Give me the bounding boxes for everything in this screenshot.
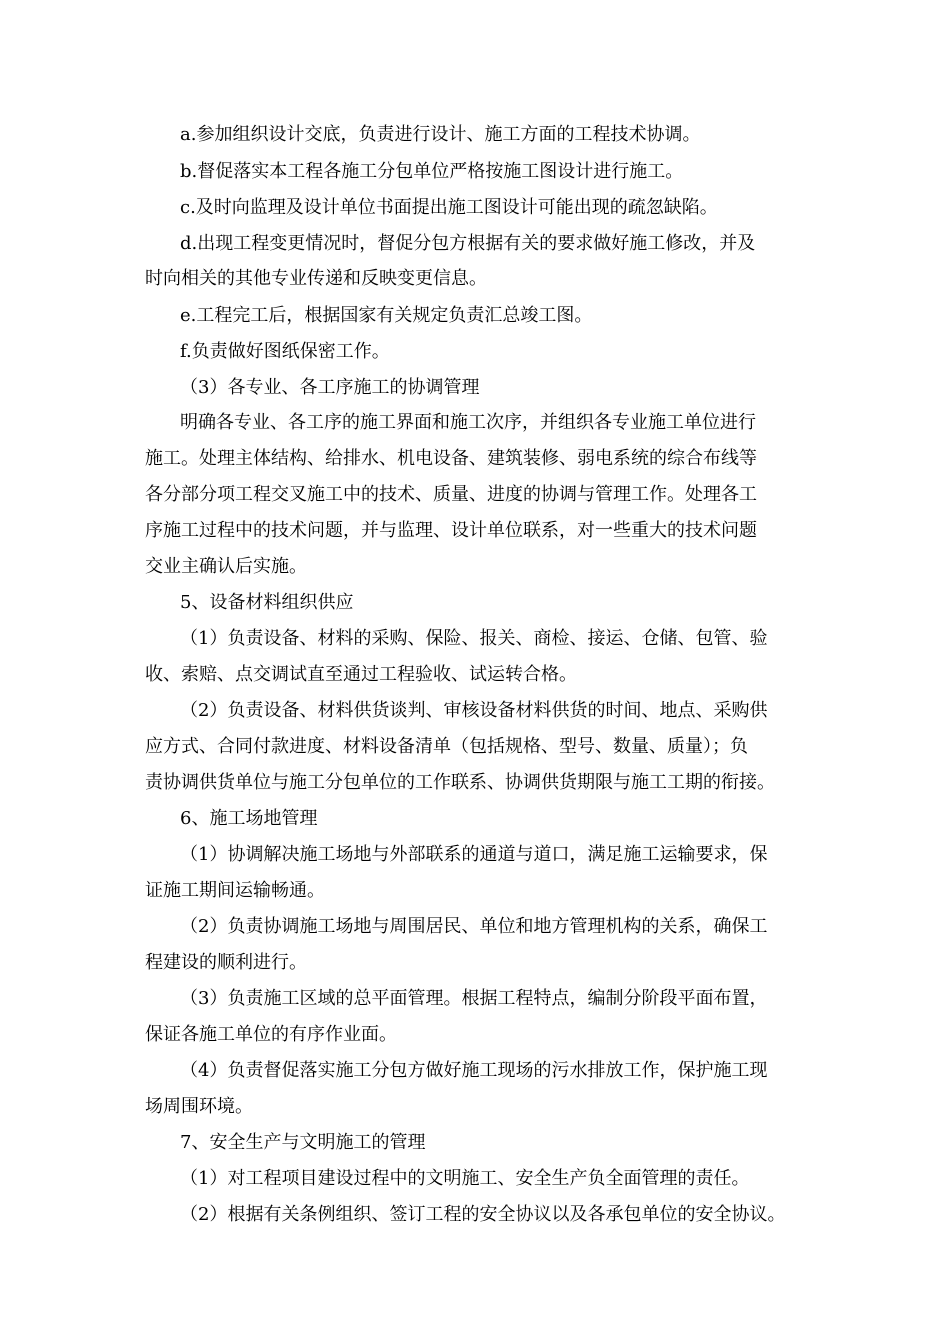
text-line: 保证各施工单位的有序作业面。: [145, 1024, 397, 1045]
section-heading: （3）各专业、各工序施工的协调管理: [180, 377, 480, 398]
section-heading: 7、安全生产与文明施工的管理: [180, 1132, 426, 1153]
text-line: b.督促落实本工程各施工分包单位严格按施工图设计进行施工。: [180, 161, 684, 182]
text-line: （1）负责设备、材料的采购、保险、报关、商检、接运、仓储、包管、验: [180, 628, 768, 649]
text-line: 收、索赔、点交调试直至通过工程验收、试运转合格。: [145, 664, 577, 685]
text-line: 序施工过程中的技术问题，并与监理、设计单位联系，对一些重大的技术问题: [145, 520, 757, 541]
text-line: 各分部分项工程交叉施工中的技术、质量、进度的协调与管理工作。处理各工: [145, 484, 757, 505]
text-line: 程建设的顺利进行。: [145, 952, 307, 973]
text-line: 施工。处理主体结构、给排水、机电设备、建筑装修、弱电系统的综合布线等: [145, 448, 757, 469]
text-line: e.工程完工后，根据国家有关规定负责汇总竣工图。: [180, 305, 593, 326]
section-heading: 6、施工场地管理: [180, 808, 318, 829]
text-line: （1）协调解决施工场地与外部联系的通道与道口，满足施工运输要求，保: [180, 844, 768, 865]
text-line: 交业主确认后实施。: [145, 556, 307, 577]
text-line: （3）负责施工区域的总平面管理。根据工程特点，编制分阶段平面布置，: [180, 988, 768, 1009]
text-line: （2）根据有关条例组织、签订工程的安全协议以及各承包单位的安全协议。: [180, 1204, 786, 1225]
text-line: 证施工期间运输畅通。: [145, 880, 325, 901]
text-line: c.及时向监理及设计单位书面提出施工图设计可能出现的疏忽缺陷。: [180, 197, 718, 218]
text-line: a.参加组织设计交底，负责进行设计、施工方面的工程技术协调。: [180, 124, 701, 145]
text-line: （4）负责督促落实施工分包方做好施工现场的污水排放工作，保护施工现: [180, 1060, 768, 1081]
text-line: 时向相关的其他专业传递和反映变更信息。: [145, 268, 487, 289]
section-heading: 5、设备材料组织供应: [180, 592, 354, 613]
text-line: 明确各专业、各工序的施工界面和施工次序，并组织各专业施工单位进行: [180, 412, 756, 433]
text-line: 应方式、合同付款进度、材料设备清单（包括规格、型号、数量、质量）；负: [145, 736, 748, 757]
text-line: （2）负责协调施工场地与周围居民、单位和地方管理机构的关系，确保工: [180, 916, 768, 937]
text-line: f.负责做好图纸保密工作。: [180, 341, 390, 362]
text-line: 责协调供货单位与施工分包单位的工作联系、协调供货期限与施工工期的衔接。: [145, 772, 775, 793]
text-line: （2）负责设备、材料供货谈判、审核设备材料供货的时间、地点、采购供: [180, 700, 768, 721]
text-line: d.出现工程变更情况时，督促分包方根据有关的要求做好施工修改，并及: [180, 233, 756, 254]
text-line: （1）对工程项目建设过程中的文明施工、安全生产负全面管理的责任。: [180, 1168, 750, 1189]
text-line: 场周围环境。: [145, 1096, 253, 1117]
